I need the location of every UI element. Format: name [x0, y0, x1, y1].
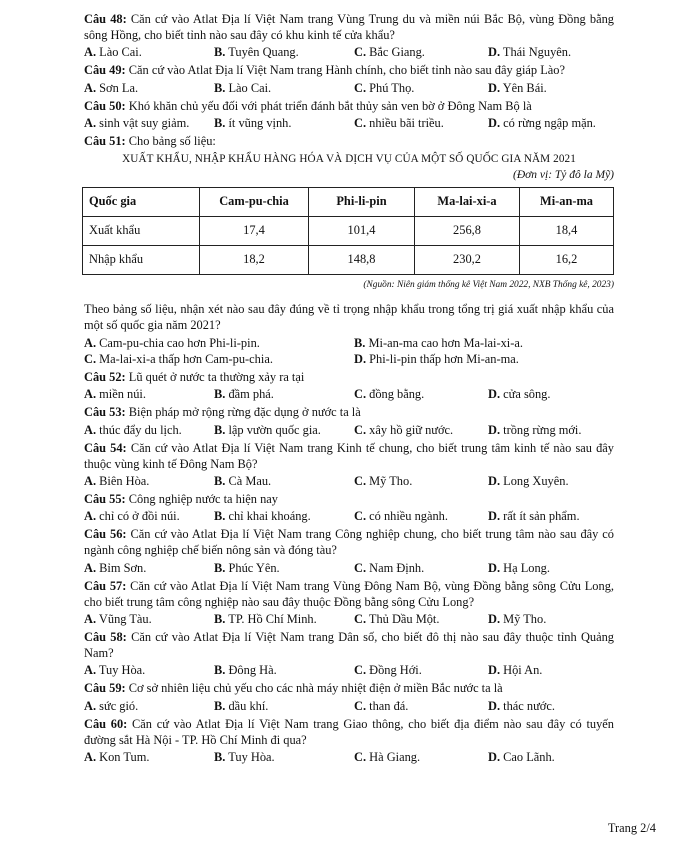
question-label: Câu 50:	[84, 98, 126, 113]
question-text: Cơ sở nhiên liệu chủ yếu cho các nhà máy nhiệt điện ở miền Bắc nước ta là	[128, 681, 503, 696]
question-text: Căn cứ vào Atlat Địa lí Việt Nam trang Công nghiệp chung, cho biết trung tâm nào sau đây có ngành công nghiệp chế biến nông sản và đóng tàu?	[84, 527, 614, 558]
table-source: (Nguồn: Niên giám thống kê Việt Nam 2022, NXB Thống kê, 2023)	[363, 279, 614, 290]
question-label: Câu 49:	[84, 63, 126, 78]
options	[84, 473, 614, 489]
option-a[interactable]: A. miền núi.	[84, 387, 146, 402]
question-57	[84, 578, 614, 627]
option-b[interactable]: B. chỉ khai khoáng.	[214, 509, 311, 524]
option-d[interactable]: D. thác nước.	[488, 698, 555, 713]
table-header-cell: Mi-an-ma	[520, 187, 614, 216]
options	[84, 662, 614, 678]
option-c[interactable]: C. có nhiều ngành.	[354, 509, 448, 524]
options	[84, 386, 614, 402]
table-cell: 148,8	[309, 245, 415, 274]
table-row	[83, 245, 614, 274]
options	[84, 508, 614, 524]
options	[84, 749, 614, 765]
option-b[interactable]: B. Tuy Hòa.	[214, 749, 275, 764]
question-54	[84, 440, 614, 489]
options	[84, 422, 614, 438]
question-51-prompt: Theo bảng số liệu, nhận xét nào sau đây đúng về tỉ trọng nhập khẩu trong tổng trị giá xuất nhập khẩu của một số quốc gia năm 2021?	[84, 301, 614, 332]
options	[84, 335, 614, 367]
option-d[interactable]: D. rất ít sản phẩm.	[488, 509, 580, 524]
option-b[interactable]: B. Đông Hà.	[214, 663, 277, 678]
table-row	[83, 216, 614, 245]
option-a[interactable]: A. chỉ có ở đồi núi.	[84, 509, 180, 524]
question-text: Cho bảng số liệu:	[128, 133, 216, 148]
option-c[interactable]: C. nhiều bãi triều.	[354, 115, 444, 130]
question-label: Câu 53:	[84, 405, 126, 420]
question-text: Căn cứ vào Atlat Địa lí Việt Nam trang Giao thông, cho biết địa điểm nào sau đây có tuyến đường sắt Hà Nội - TP. Hồ Chí Minh đi qua?	[84, 716, 614, 747]
option-c[interactable]: C. Thủ Dầu Một.	[354, 611, 440, 626]
option-b[interactable]: B. dầu khí.	[214, 698, 269, 713]
option-a[interactable]: A. sinh vật suy giảm.	[84, 115, 190, 130]
option-d[interactable]: D. Yên Bái.	[488, 80, 547, 95]
question-51	[84, 133, 614, 367]
question-label: Câu 60:	[84, 716, 128, 731]
table-cell: 16,2	[520, 245, 614, 274]
option-b[interactable]: B. Phúc Yên.	[214, 560, 280, 575]
question-50	[84, 98, 614, 131]
page-number: Trang 2/4	[607, 821, 656, 835]
option-a[interactable]: A. Cam-pu-chia cao hơn Phi-li-pin.	[84, 335, 260, 350]
option-d[interactable]: D. Hội An.	[488, 663, 543, 678]
question-text: Căn cứ vào Atlat Địa lí Việt Nam trang Hành chính, cho biết tỉnh nào sau đây giáp Lào?	[128, 63, 565, 78]
table-row-label: Nhập khẩu	[83, 245, 200, 274]
question-60	[84, 716, 614, 765]
option-c[interactable]: C. Đồng Hới.	[354, 663, 422, 678]
option-a[interactable]: A. Bỉm Sơn.	[84, 560, 147, 575]
option-c[interactable]: C. Hà Giang.	[354, 749, 421, 764]
table-header-row	[83, 187, 614, 216]
option-c[interactable]: C. Ma-lai-xi-a thấp hơn Cam-pu-chia.	[84, 352, 273, 367]
question-text: Khó khăn chủ yếu đối với phát triển đánh bắt thủy sản ven bờ ở Đông Nam Bộ là	[128, 98, 532, 113]
question-55	[84, 491, 614, 524]
table-header-cell: Phi-li-pin	[309, 187, 415, 216]
option-a[interactable]: A. Vũng Tàu.	[84, 611, 152, 626]
option-b[interactable]: B. ít vũng vịnh.	[214, 115, 292, 130]
option-d[interactable]: D. cửa sông.	[488, 387, 551, 402]
option-d[interactable]: D. Phi-li-pin thấp hơn Mi-an-ma.	[354, 352, 519, 367]
question-59	[84, 680, 614, 713]
option-b[interactable]: B. lập vườn quốc gia.	[214, 422, 321, 437]
table-cell: 230,2	[415, 245, 520, 274]
option-a[interactable]: A. Tuy Hòa.	[84, 663, 146, 678]
option-d[interactable]: D. Mỹ Tho.	[488, 611, 547, 626]
question-label: Câu 48:	[84, 12, 127, 26]
option-d[interactable]: D. Thái Nguyên.	[488, 45, 572, 60]
question-text: Căn cứ vào Atlat Địa lí Việt Nam trang Vùng Đông Nam Bộ, vùng Đồng bằng sông Cửu Long, cho biết trung tâm công nghiệp nào sau đây thuộc Đồng bằng sông Cửu Long?	[84, 578, 614, 609]
option-a[interactable]: A. thúc đẩy du lịch.	[84, 422, 182, 437]
question-label: Câu 52:	[84, 370, 126, 385]
table-header-cell: Cam-pu-chia	[200, 187, 309, 216]
option-a[interactable]: A. Sơn La.	[84, 80, 139, 95]
option-c[interactable]: C. đồng bằng.	[354, 387, 425, 402]
options	[84, 80, 614, 96]
question-58	[84, 629, 614, 678]
question-text: Công nghiệp nước ta hiện nay	[128, 492, 278, 507]
table-header-cell: Quốc gia	[83, 187, 200, 216]
table-header-cell: Ma-lai-xi-a	[415, 187, 520, 216]
exam-page	[84, 11, 614, 767]
option-a[interactable]: A. Lào Cai.	[84, 45, 142, 60]
option-d[interactable]: D. có rừng ngập mặn.	[488, 115, 596, 130]
table-unit: (Đơn vị: Tỷ đô la Mỹ)	[513, 168, 614, 181]
option-b[interactable]: B. Lào Cai.	[214, 80, 272, 95]
question-label: Câu 59:	[84, 681, 126, 696]
data-table	[82, 187, 614, 275]
option-a[interactable]: A. Biên Hòa.	[84, 473, 150, 488]
table-title: XUẤT KHẨU, NHẬP KHẨU HÀNG HÓA VÀ DỊCH VỤ CỦA MỘT SỐ QUỐC GIA NĂM 2021	[122, 153, 576, 165]
option-d[interactable]: D. Cao Lãnh.	[488, 749, 555, 764]
table-cell: 256,8	[415, 216, 520, 245]
options	[84, 44, 614, 60]
question-48	[84, 11, 614, 60]
options	[84, 560, 614, 576]
question-56	[84, 526, 614, 575]
table-cell: 18,2	[200, 245, 309, 274]
option-c[interactable]: C. Phú Thọ.	[354, 80, 415, 95]
question-49	[84, 62, 614, 95]
options	[84, 115, 614, 131]
option-b[interactable]: B. Mi-an-ma cao hơn Ma-lai-xi-a.	[354, 335, 523, 350]
question-label: Câu 56:	[84, 527, 127, 542]
question-label: Câu 51:	[84, 133, 126, 148]
option-b[interactable]: B. đầm phá.	[214, 387, 274, 402]
question-text: Căn cứ vào Atlat Địa lí Việt Nam trang Vùng Trung du và miền núi Bắc Bộ, vùng Đồng bằng sông Hồng, cho biết tỉnh nào sau đây có khu kinh tế cửa khẩu?	[84, 12, 614, 43]
option-d[interactable]: D. trồng rừng mới.	[488, 422, 582, 437]
option-c[interactable]: C. Bắc Giang.	[354, 45, 425, 60]
question-label: Câu 54:	[84, 440, 127, 455]
option-c[interactable]: C. Mỹ Tho.	[354, 473, 413, 488]
option-a[interactable]: A. Kon Tum.	[84, 749, 150, 764]
options	[84, 698, 614, 714]
option-d[interactable]: D. Long Xuyên.	[488, 473, 569, 488]
table-cell: 101,4	[309, 216, 415, 245]
option-b[interactable]: B. Tuyên Quang.	[214, 45, 299, 60]
question-label: Câu 58:	[84, 630, 127, 645]
options	[84, 611, 614, 627]
option-a[interactable]: A. sức gió.	[84, 698, 139, 713]
question-text: Căn cứ vào Atlat Địa lí Việt Nam trang Dân số, cho biết đô thị nào sau đây thuộc tỉnh Quảng Nam?	[84, 630, 614, 661]
table-cell: 17,4	[200, 216, 309, 245]
question-text: Lũ quét ở nước ta thường xảy ra tại	[128, 370, 305, 385]
question-text: Căn cứ vào Atlat Địa lí Việt Nam trang Kinh tế chung, cho biết trung tâm kinh tế nào sau đây thuộc vùng kinh tế Đông Nam Bộ?	[84, 440, 614, 471]
option-b[interactable]: B. TP. Hồ Chí Minh.	[214, 611, 317, 626]
table-row-label: Xuất khẩu	[83, 216, 200, 245]
option-c[interactable]: C. than đá.	[354, 698, 409, 713]
option-c[interactable]: C. xây hồ giữ nước.	[354, 422, 454, 437]
question-label: Câu 55:	[84, 492, 126, 507]
question-52	[84, 369, 614, 402]
option-c[interactable]: C. Nam Định.	[354, 560, 425, 575]
question-text: Biện pháp mở rộng rừng đặc dụng ở nước ta là	[128, 405, 361, 420]
question-label: Câu 57:	[84, 578, 127, 593]
table-cell: 18,4	[520, 216, 614, 245]
option-b[interactable]: B. Cà Mau.	[214, 473, 272, 488]
option-d[interactable]: D. Hạ Long.	[488, 560, 550, 575]
question-53	[84, 404, 614, 437]
